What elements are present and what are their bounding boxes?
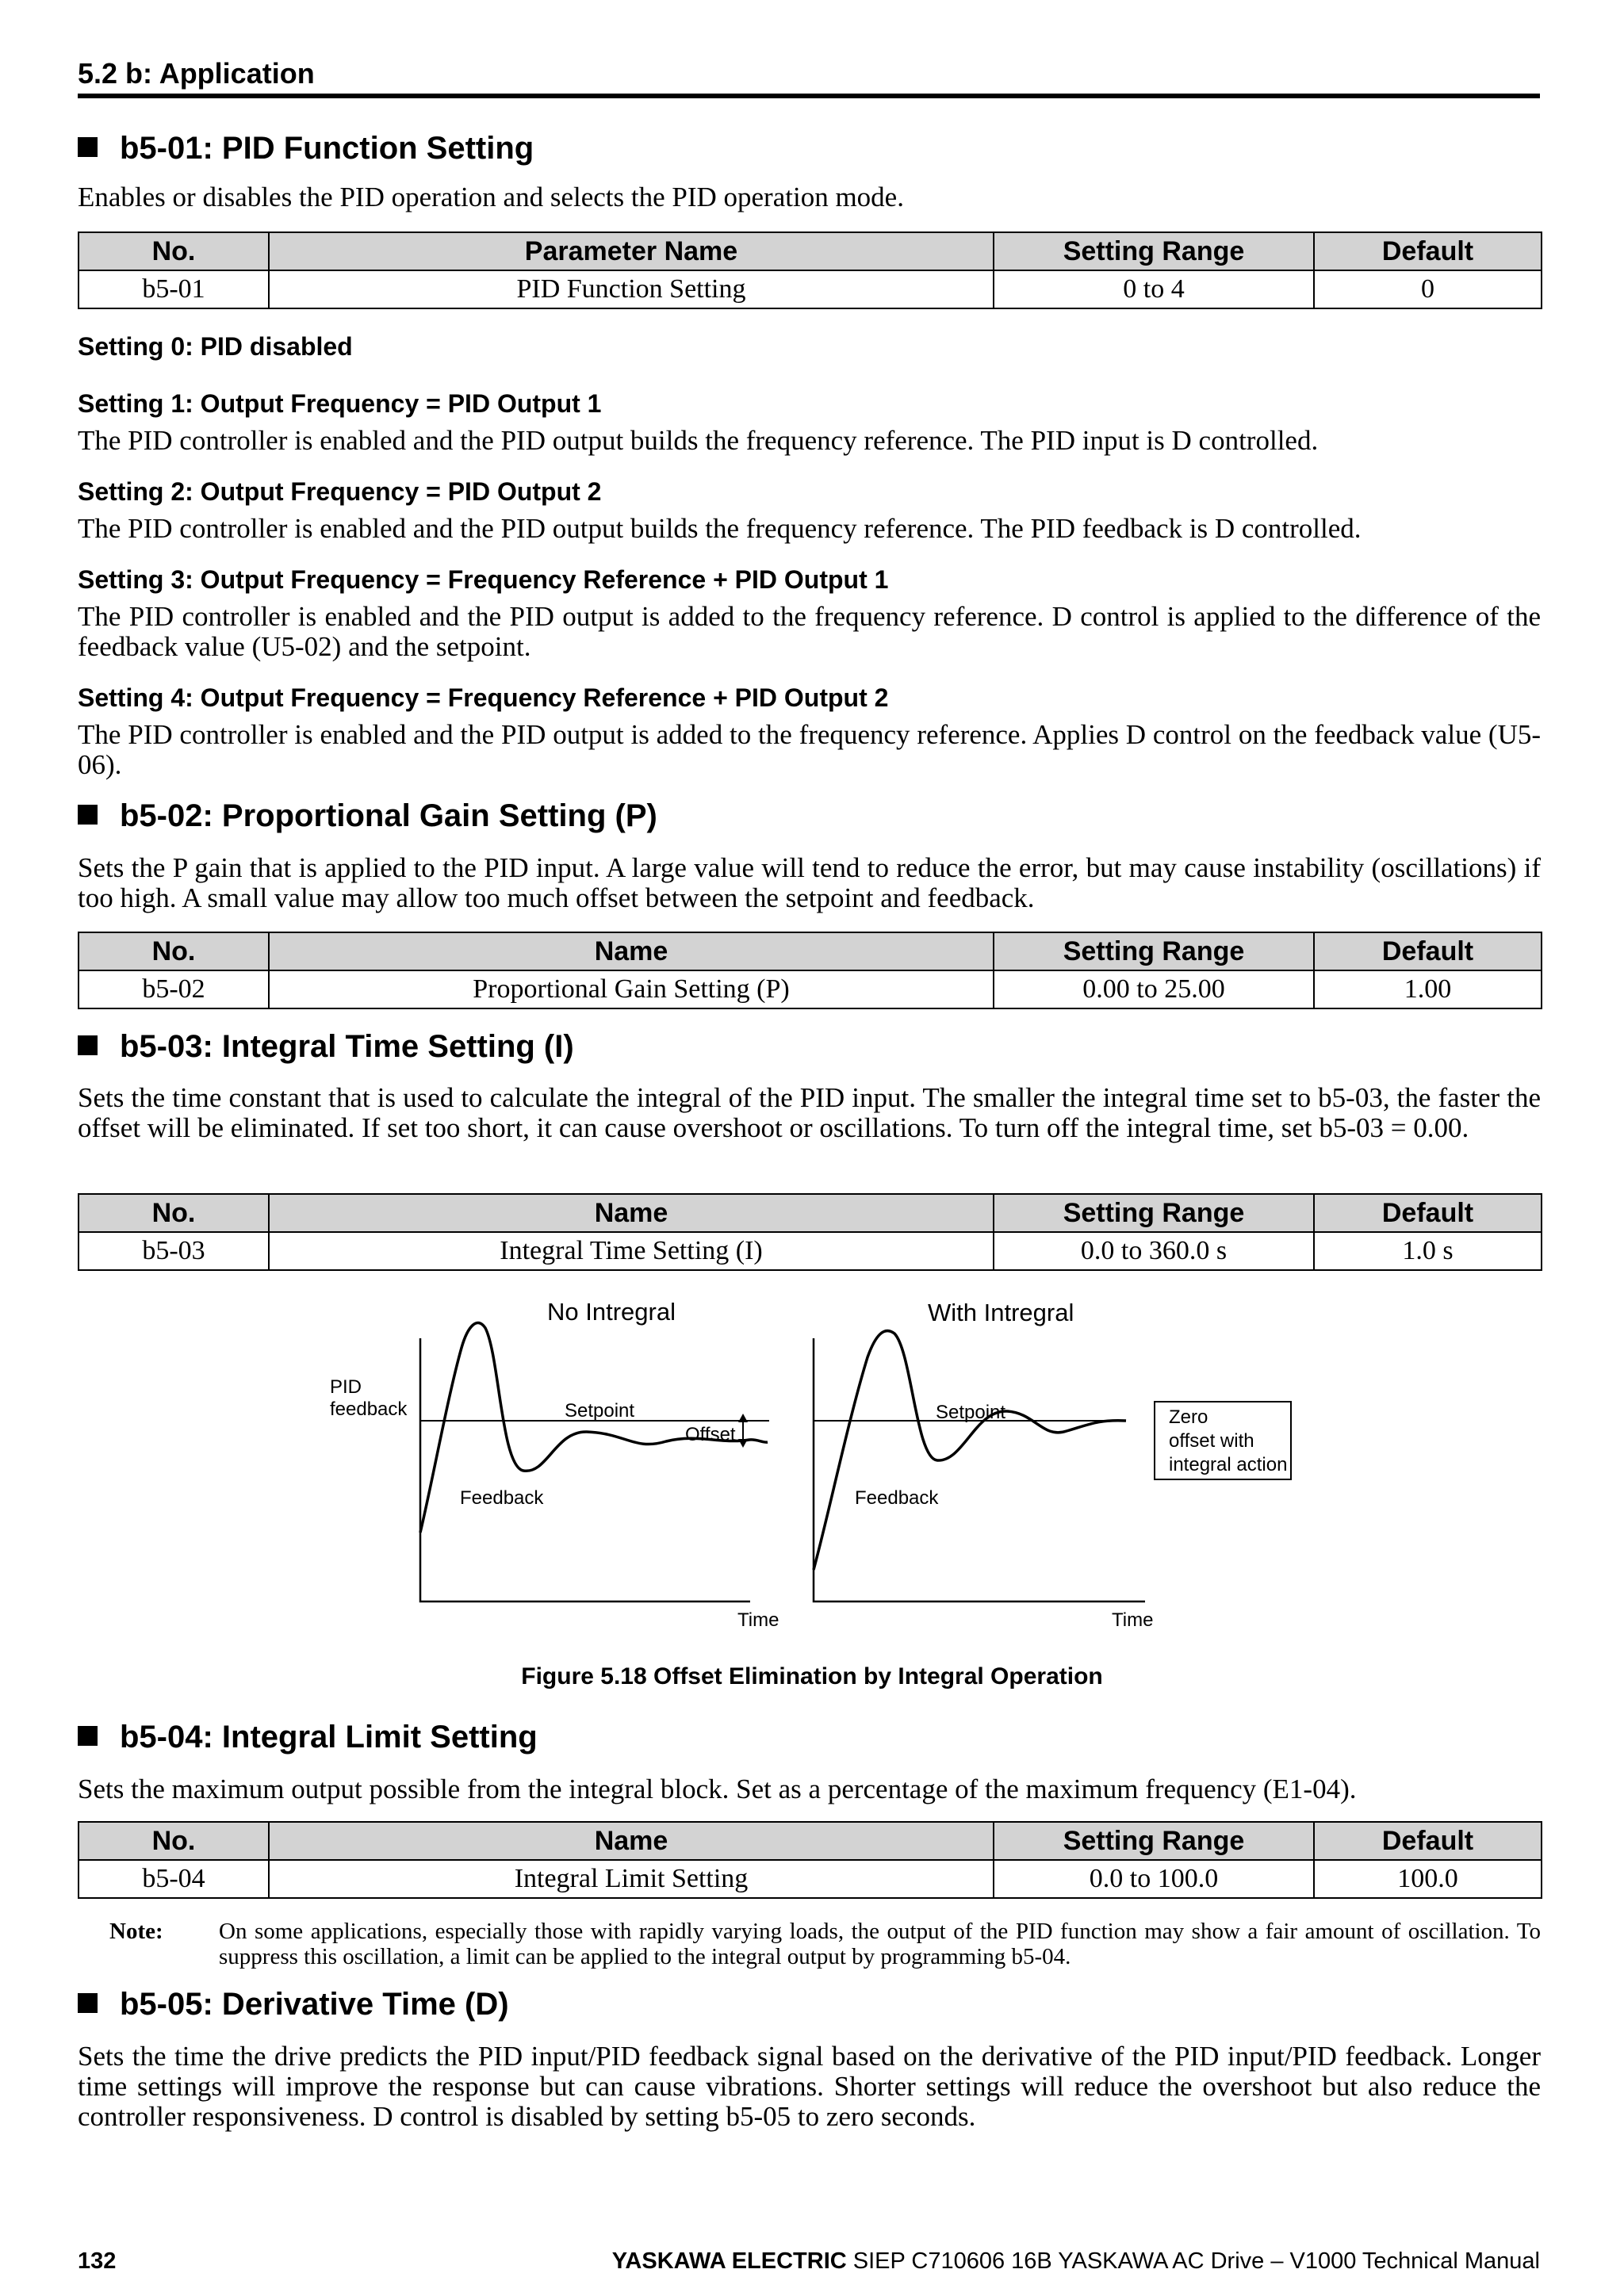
col-header-name: Name	[269, 1194, 994, 1232]
figure-right-title: With Intregral	[928, 1299, 1074, 1326]
cell-range: 0.00 to 25.00	[994, 970, 1314, 1008]
footer-doc-info	[612, 2248, 1540, 2275]
right-time-label: Time	[1112, 1609, 1154, 1631]
setting-0-title: Setting 0: PID disabled	[78, 332, 353, 361]
col-header-no: No.	[79, 932, 269, 970]
zero-box-line1: Zero	[1169, 1406, 1208, 1428]
right-axes	[814, 1338, 1145, 1601]
b5-03-description: Sets the time constant that is used to calculate the integral of the PID input. The smaller the integral time set to b5-03, the faster the offset will be eliminated. If set too short, it can cause overshoot or oscillations. To turn off the integral time, set b5-03 = 0.00.	[78, 1082, 1541, 1143]
table-header-row	[79, 1822, 1542, 1860]
setting-4-text: The PID controller is enabled and the PID output is added to the frequency reference. Applies D control on the feedback value (U5-06).	[78, 719, 1541, 780]
section-bullet-icon	[78, 805, 98, 825]
zero-box-line2: offset with	[1169, 1430, 1254, 1452]
section-header: 5.2 b: Application	[78, 57, 315, 90]
y-axis-label-line2: feedback	[330, 1399, 408, 1420]
col-header-no: No.	[79, 232, 269, 270]
right-feedback-label: Feedback	[855, 1487, 939, 1509]
b5-04-heading	[78, 1720, 538, 1755]
b5-01-heading-text: b5-01: PID Function Setting	[120, 131, 534, 166]
cell-range: 0.0 to 360.0 s	[994, 1232, 1314, 1270]
b5-02-description: Sets the P gain that is applied to the PID input. A large value will tend to reduce the error, but may cause instability (oscillations) if too high. A small value may allow too much offset between the setpoint and feedback.	[78, 852, 1541, 913]
setting-1-title: Setting 1: Output Frequency = PID Output 1	[78, 389, 602, 418]
b5-03-table	[78, 1193, 1542, 1271]
col-header-name: Name	[269, 932, 994, 970]
b5-02-heading	[78, 798, 657, 834]
b5-03-heading	[78, 1029, 574, 1065]
col-header-default: Default	[1314, 1822, 1542, 1860]
section-bullet-icon	[78, 1993, 98, 2013]
setting-2-text: The PID controller is enabled and the PID output builds the frequency reference. The PID feedback is D controlled.	[78, 513, 1362, 544]
footer-brand: YASKAWA ELECTRIC	[611, 2248, 847, 2274]
cell-no: b5-02	[79, 970, 269, 1008]
zero-box-line3: integral action	[1169, 1454, 1288, 1475]
b5-04-table	[78, 1821, 1542, 1899]
figure-caption: Figure 5.18 Offset Elimination by Integral Operation	[521, 1663, 1103, 1689]
right-feedback-curve	[814, 1331, 1126, 1570]
section-bullet-icon	[78, 1035, 98, 1055]
b5-01-description: Enables or disables the PID operation and selects the PID operation mode.	[78, 182, 904, 212]
footer-doc-text: SIEP C710606 16B YASKAWA AC Drive – V1000 Technical Manual	[852, 2248, 1540, 2274]
b5-03-heading-text: b5-03: Integral Time Setting (I)	[120, 1029, 574, 1064]
b5-02-table	[78, 932, 1542, 1009]
header-rule	[78, 94, 1540, 98]
table-header-row	[79, 232, 1542, 270]
figure-graphs	[0, 1284, 1624, 1665]
b5-01-table	[78, 232, 1542, 309]
col-header-range: Setting Range	[994, 232, 1314, 270]
cell-range: 0.0 to 100.0	[994, 1860, 1314, 1898]
left-axes	[420, 1338, 750, 1601]
cell-name: PID Function Setting	[269, 270, 994, 308]
col-header-name: Name	[269, 1822, 994, 1860]
page-number: 132	[78, 2248, 117, 2274]
table-row	[79, 970, 1542, 1008]
table-row	[79, 1860, 1542, 1898]
setting-1-text: The PID controller is enabled and the PID output builds the frequency reference. The PID input is D controlled.	[78, 425, 1319, 456]
setting-2-title: Setting 2: Output Frequency = PID Output 2	[78, 477, 602, 506]
col-header-no: No.	[79, 1194, 269, 1232]
col-header-range: Setting Range	[994, 932, 1314, 970]
cell-name: Integral Time Setting (I)	[269, 1232, 994, 1270]
b5-05-heading-text: b5-05: Derivative Time (D)	[120, 1987, 509, 2022]
y-axis-label-line1: PID	[330, 1376, 362, 1398]
cell-default: 1.0 s	[1314, 1232, 1542, 1270]
col-header-default: Default	[1314, 1194, 1542, 1232]
b5-05-heading	[78, 1987, 509, 2022]
b5-04-description: Sets the maximum output possible from the integral block. Set as a percentage of the maximum frequency (E1-04).	[78, 1774, 1357, 1804]
cell-name: Integral Limit Setting	[269, 1860, 994, 1898]
left-feedback-label: Feedback	[460, 1487, 544, 1509]
right-setpoint-label: Setpoint	[936, 1402, 1006, 1423]
cell-default: 100.0	[1314, 1860, 1542, 1898]
figure-left-title: No Intregral	[547, 1298, 676, 1326]
table-row	[79, 1232, 1542, 1270]
note-text: On some applications, especially those with rapidly varying loads, the output of the PID function may show a fair amount of oscillation. To suppress this oscillation, a limit can be applied to the integral output by programming b5-04.	[219, 1919, 1541, 1969]
b5-05-description: Sets the time the drive predicts the PID input/PID feedback signal based on the derivative of the PID input/PID feedback. Longer time settings will improve the response but can cause vibrations. Shorter settings will reduce the overshoot but also reduce the controller responsiveness. D control is disabled by setting b5-05 to zero seconds.	[78, 2041, 1541, 2132]
note-label: Note:	[109, 1919, 163, 1944]
left-time-label: Time	[737, 1609, 779, 1631]
col-header-default: Default	[1314, 932, 1542, 970]
table-row	[79, 270, 1542, 308]
left-setpoint-label: Setpoint	[565, 1400, 635, 1422]
cell-name: Proportional Gain Setting (P)	[269, 970, 994, 1008]
cell-default: 1.00	[1314, 970, 1542, 1008]
b5-01-heading	[78, 131, 534, 166]
cell-no: b5-03	[79, 1232, 269, 1270]
col-header-range: Setting Range	[994, 1822, 1314, 1860]
col-header-default: Default	[1314, 232, 1542, 270]
offset-arrow-up-icon	[738, 1414, 748, 1422]
cell-no: b5-01	[79, 270, 269, 308]
table-header-row	[79, 1194, 1542, 1232]
setting-4-title: Setting 4: Output Frequency = Frequency Reference + PID Output 2	[78, 683, 889, 712]
cell-no: b5-04	[79, 1860, 269, 1898]
offset-label: Offset	[685, 1424, 736, 1445]
setting-3-text: The PID controller is enabled and the PID output is added to the frequency reference. D control is applied to the difference of the feedback value (U5-02) and the setpoint.	[78, 601, 1541, 662]
table-header-row	[79, 932, 1542, 970]
col-header-name: Parameter Name	[269, 232, 994, 270]
section-bullet-icon	[78, 137, 98, 157]
cell-range: 0 to 4	[994, 270, 1314, 308]
figure-offset-elimination	[0, 1284, 1624, 1665]
cell-default: 0	[1314, 270, 1542, 308]
offset-arrow-down-icon	[738, 1439, 748, 1448]
b5-04-heading-text: b5-04: Integral Limit Setting	[120, 1720, 538, 1755]
col-header-range: Setting Range	[994, 1194, 1314, 1232]
section-bullet-icon	[78, 1726, 98, 1746]
b5-02-heading-text: b5-02: Proportional Gain Setting (P)	[120, 798, 657, 833]
col-header-no: No.	[79, 1822, 269, 1860]
setting-3-title: Setting 3: Output Frequency = Frequency Reference + PID Output 1	[78, 565, 889, 594]
